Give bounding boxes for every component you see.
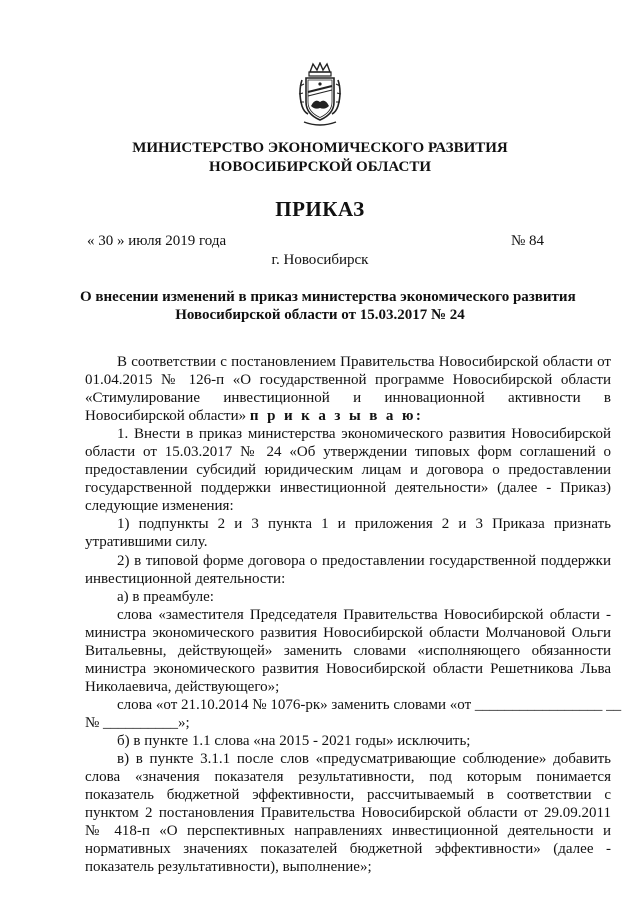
subitem-2b-paragraph: б) в пункте 1.1 слова «на 2015 - 2021 годы» исключить; [117, 732, 471, 749]
subitem-2a-text: слова «заместителя Председателя Правительства Новосибирской области - министра экономического развития Новосибирской области Молчановой Ольги Витальевны, действующей» заменить словами «исполняющего обязанности министра экономического развития Новосибирской области Решетникова Льва Николаевича, действующего»; [85, 606, 611, 695]
order-body [85, 353, 622, 876]
subitem-2c-paragraph: в) в пункте 3.1.1 после слов «предусматривающие соблюдение» добавить слова «значения показателя результативности, под которым понимается показатель бюджетной эффективности, рассчитываемый в соответствии с пунктом 2 постановления Правительства Новосибирской области от 29.09.2011 № 418-п «О перспективных направлениях инвестиционной деятельности и нормативных значениях показателей бюджетной эффективности» (далее - показатель результативности), выполнение»; [85, 751, 611, 876]
decree-word: п р и к а з ы в а ю: [249, 408, 424, 425]
document-type-title: ПРИКАЗ [275, 197, 365, 221]
preamble-text: В соответствии с постановлением Правительства Новосибирской области от 01.04.2015 № 126-п «О государственной программе Новосибирской области «Стимулирование инвестиционной и инновационной активности в Новосибирской области» [85, 354, 611, 425]
subitem-2a-heading: а) в преамбуле: [117, 588, 214, 605]
coat-of-arms-icon [296, 62, 344, 128]
item-1-paragraph: 1. Внести в приказ министерства экономического развития Новосибирской области от 15.03.2017 № 24 «Об утверждении типовых форм соглашений о предоставлении субсидий юридическим лицам и договора о предоставлении государственной поддержки инвестиционной деятельности» (далее - Приказ) следующие изменения: [85, 426, 611, 515]
order-date: « 30 » июля 2019 года [87, 233, 227, 249]
order-subject-line1: О внесении изменений в приказ министерства экономического развития [80, 289, 576, 305]
order-number: № 84 [511, 233, 545, 249]
order-city: г. Новосибирск [271, 252, 369, 268]
ministry-name-line1: МИНИСТЕРСТВО ЭКОНОМИЧЕСКОГО РАЗВИТИЯ [132, 140, 508, 156]
subitem-1-paragraph: 1) подпункты 2 и 3 пункта 1 и приложения 2 и 3 Приказа признать утратившими силу. [85, 516, 611, 551]
preamble-paragraph [85, 353, 611, 425]
order-subject [80, 288, 576, 324]
subitem-2-paragraph: 2) в типовой форме договора о предоставлении государственной поддержки инвестиционной деятельности: [85, 552, 611, 587]
subitem-2a-words-line2: № __________»; [85, 714, 190, 731]
order-subject-line2: Новосибирской области от 15.03.2017 № 24 [175, 307, 465, 323]
ministry-name-line2: НОВОСИБИРСКОЙ ОБЛАСТИ [208, 159, 432, 175]
subitem-2a-words-line1: слова «от 21.10.2014 № 1076-рк» заменить словами «от _________________ __ [117, 696, 622, 713]
